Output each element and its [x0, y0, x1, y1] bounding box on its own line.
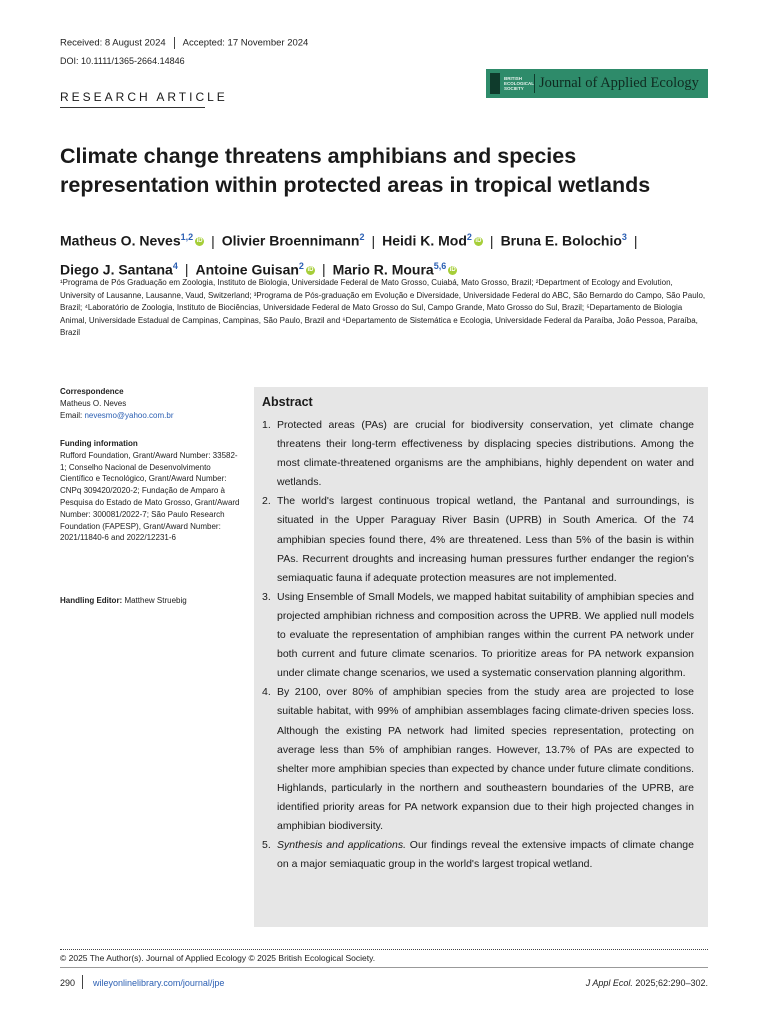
journal-url-link[interactable]: wileyonlinelibrary.com/journal/jpe [93, 978, 225, 988]
abstract-heading: Abstract [262, 395, 313, 409]
page-number: 290 [60, 978, 76, 988]
author-name[interactable]: Heidi K. Mod [382, 232, 467, 249]
abstract-item [262, 836, 694, 874]
orcid-icon[interactable]: iD [307, 267, 314, 274]
abstract-item-text: Using Ensemble of Small Models, we mapped habitat suitability of amphibian species and projected amphibian richness and composition across the UPRB. We applied null models to evaluate the representation of amphibian ranges within the current PA network under both current and future climate scenarios. To prioritize areas for PA network expansion under climate change scenarios, we used a systematic conservation planning algorithm. [277, 590, 694, 680]
abstract-item-number: 3. [262, 590, 271, 603]
author-separator: | [371, 232, 376, 249]
abstract-list [262, 416, 694, 874]
publication-dates [60, 37, 308, 49]
correspondence-block [60, 386, 240, 421]
citation [586, 978, 708, 988]
email-label: Email: [60, 410, 85, 420]
received-date: Received: 8 August 2024 [60, 37, 166, 49]
funding-text: Rufford Foundation, Grant/Award Number: 33582-1; Conselho Nacional de Desenvolvimento Científico e Tecnológico, Grant/Award Number: CNPq 309420/2020-2; Fundação de Amparo à Pesquisa do Estado de Mato Grosso, Grant/Award Number: 300081/2022-7; São Paulo Research Foundation (FAPESP), Grant/Award Number: 2021/11840-6 and 2022/12231-6 [60, 450, 240, 543]
accepted-date: Accepted: 17 November 2024 [182, 37, 309, 49]
abstract-item-text: The world's largest continuous tropical wetland, the Pantanal and surroundings, is situated in the Upper Paraguay River Basin (UPRB) in South America. Of the 74 amphibian species found there, 4% are threatened. Less than 5% of the basin is within PAs. Recurrent droughts and increasing human pressures further endanger the region's semiaquatic fauna if adequate protection measures are not implemented. [277, 495, 694, 584]
footer-dotted-divider [60, 949, 708, 950]
abstract-item-number: 1. [262, 419, 271, 431]
author-name[interactable]: Diego J. Santana [60, 261, 173, 278]
handling-editor [60, 595, 240, 607]
funding-label: Funding information [60, 439, 138, 448]
article-type-underline [60, 107, 205, 108]
author-name[interactable]: Mario R. Moura [332, 261, 434, 278]
orcid-icon[interactable]: iD [196, 238, 203, 245]
synthesis-lead: Synthesis and applications. [277, 839, 406, 852]
society-logo-text: BRITISH ECOLOGICAL SOCIETY [504, 76, 534, 91]
synthesis-text: Our findings reveal the extensive impacts of climate change on a major semiaquatic group in the world's largest tropical wetland. [277, 839, 694, 871]
author-separator: | [184, 261, 189, 278]
author-name[interactable]: Matheus O. Neves [60, 232, 181, 249]
author-name[interactable]: Antoine Guisan [195, 261, 299, 278]
divider [174, 37, 175, 49]
abstract-item-text: Protected areas (PAs) are crucial for biodiversity conservation, yet climate change threatens their long-term effectiveness by displacing species distributions. Among the most climate-threatened organisms are the amphibians, highly dependent on water and wetlands. [277, 419, 694, 489]
article-title: Climate change threatens amphibians and species representation within protected areas in tropical wetlands [60, 144, 651, 197]
author-affil-sup[interactable]: 1,2 [180, 232, 194, 242]
citation-journal: J Appl Ecol. [585, 978, 633, 988]
orcid-icon[interactable]: iD [475, 238, 482, 245]
banner-divider [534, 74, 535, 93]
abstract-item-text: By 2100, over 80% of amphibian species from the study area are projected to lose suitable habitat, with 99% of amphibian assemblages facing climate-driven species loss. Although the existing PA network had limited species representation, protecting on average less than 5% of amphibian ranges. However, 13.7% of PAs are expected to shelter more amphibian species than expected by chance under future climate conditions. Highlands, particularly in the northern and southeastern boundaries of the UPRB, are identified priority areas for PA network expansion due to their high projected changes in amphibian biodiversity. [277, 686, 694, 832]
author-separator: | [489, 232, 494, 249]
author-list [60, 225, 720, 282]
email-link[interactable]: nevesmo@yahoo.com.br [84, 410, 174, 420]
correspondence-label: Correspondence [60, 387, 124, 396]
journal-banner[interactable] [486, 69, 708, 98]
doi[interactable]: DOI: 10.1111/1365-2664.14846 [60, 56, 185, 66]
abstract-item [262, 683, 694, 836]
editor-name: Matthew Struebig [124, 596, 187, 605]
author-name[interactable]: Bruna E. Bolochio [500, 232, 622, 249]
abstract-item-number: 4. [262, 686, 271, 699]
abstract-item-number: 2. [262, 495, 271, 508]
author-affil-sup[interactable]: 4 [172, 260, 178, 271]
abstract-item-number: 5. [262, 839, 271, 852]
orcid-icon[interactable]: iD [449, 267, 456, 274]
journal-name: Journal of Applied Ecology [539, 75, 699, 91]
abstract-item [262, 492, 694, 587]
author-affil-sup[interactable]: 2 [359, 232, 365, 242]
author-affil-sup[interactable]: 5,6 [433, 260, 447, 271]
abstract-item [262, 588, 694, 683]
footer-divider [60, 967, 708, 968]
correspondence-name: Matheus O. Neves [60, 398, 127, 408]
abstract-item-text [277, 836, 694, 874]
funding-block [60, 438, 240, 544]
society-logo-icon [490, 73, 500, 94]
affiliations: ¹Programa de Pós Graduação em Zoologia, Instituto de Biologia, Universidade Federal de Mato Grosso, Cuiabá, Mato Grosso, Brazil; ²Department of Ecology and Evolution, University of Lausanne, Lausanne, Vaud, Switzerland; ³Programa de Pós-graduação em Evolução e Diversidade, Universidade Federal do ABC, São Bernardo do Campo, São Paulo, Brazil; ⁴Laboratório de Zoologia, Instituto de Biociências, Universidade Federal de Mato Grosso do Sul, Campo Grande, Mato Grosso do Sul, Brazil; ⁵Departamento de Biologia Animal, Universidade Estadual de Campinas, Campinas, São Paulo, Brazil and ⁶Departamento de Sistemática e Ecologia, Universidade Federal da Paraíba, João Pessoa, Paraíba, Brazil [60, 278, 706, 337]
author-separator: | [211, 232, 215, 249]
article-type: RESEARCH ARTICLE [60, 90, 228, 104]
author-separator: | [633, 232, 638, 249]
copyright: © 2025 The Author(s). Journal of Applied Ecology © 2025 British Ecological Society. [60, 953, 376, 963]
footer-separator [82, 975, 83, 989]
author-affil-sup[interactable]: 2 [466, 232, 472, 242]
editor-label: Handling Editor: [60, 596, 125, 605]
abstract-item [262, 416, 694, 492]
citation-details: 2025;62:290–302. [632, 978, 708, 988]
author-name[interactable]: Olivier Broennimann [221, 232, 360, 249]
author-affil-sup[interactable]: 3 [621, 232, 627, 242]
author-affil-sup[interactable]: 2 [298, 260, 304, 271]
author-separator: | [321, 261, 326, 278]
